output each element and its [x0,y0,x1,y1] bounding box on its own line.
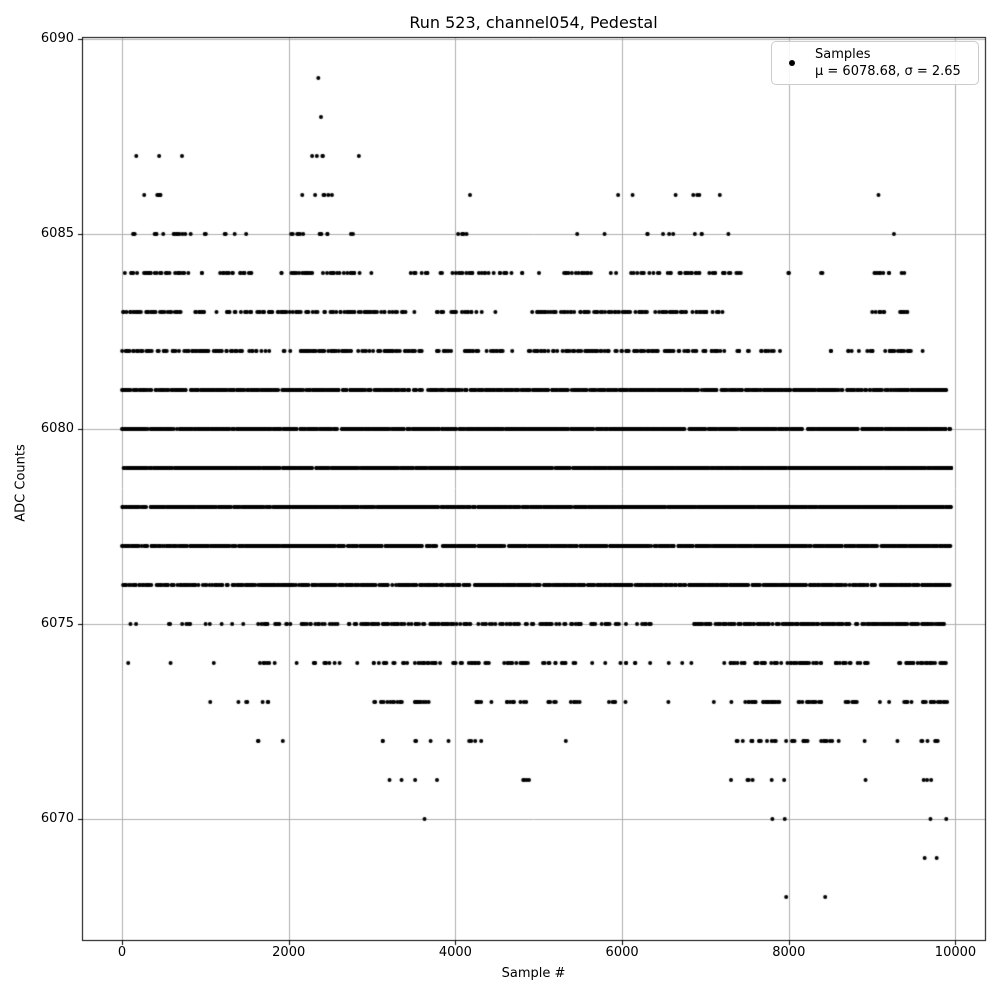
legend-entry-label: Samples [815,47,871,62]
legend-text [815,46,961,80]
x-tick-label: 0 [117,945,127,960]
y-tick-label: 6075 [40,616,74,632]
x-tick-label: 4000 [438,945,472,960]
legend-entry-stats: μ = 6078.68, σ = 2.65 [815,64,961,79]
y-axis-label: ADC Counts [13,444,29,522]
legend-sample-marker-icon [789,60,795,66]
x-tick-label: 10000 [934,945,977,960]
y-tick-label: 6070 [40,811,74,827]
legend [771,41,979,85]
y-tick-label: 6080 [40,421,74,436]
y-tick-label: 6090 [40,30,74,46]
y-tick-label: 6085 [40,225,74,241]
x-tick-label: 2000 [272,945,306,960]
x-axis-label: Sample # [501,966,566,981]
x-tick-label: 6000 [605,945,639,960]
x-tick-label: 8000 [772,945,806,960]
chart-title: Run 523, channel054, Pedestal [409,13,658,32]
